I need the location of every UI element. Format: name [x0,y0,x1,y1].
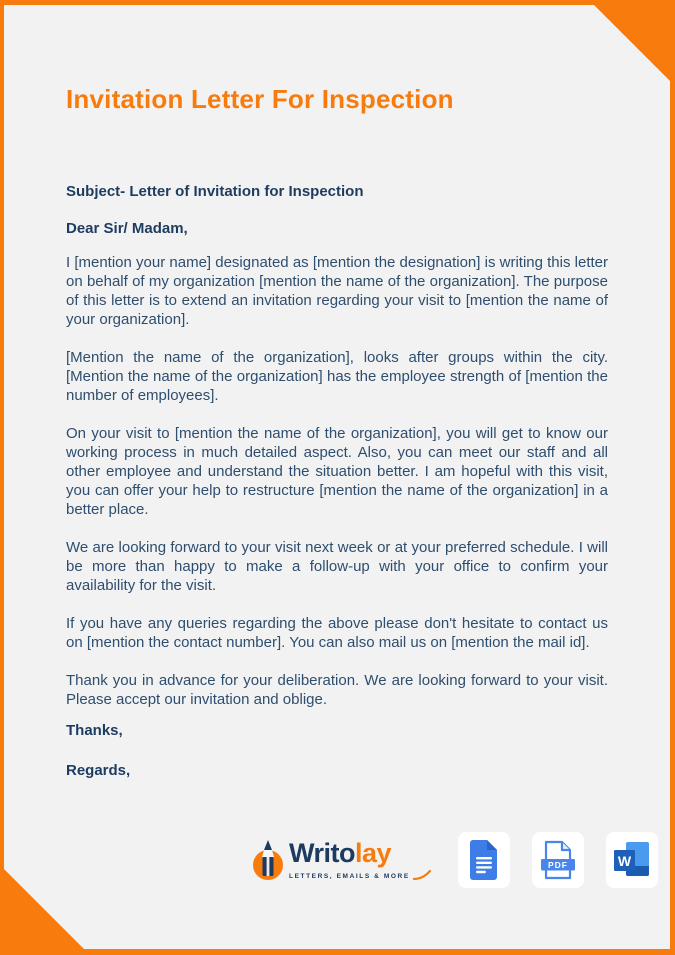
writolay-wordmark [289,840,431,880]
word-label: W [618,853,632,869]
writolay-pen-icon [253,838,283,882]
letter-content [66,5,608,780]
closing-thanks: Thanks, [66,722,123,739]
brand-name-accent: lay [355,838,392,868]
paragraph-3: On your visit to [mention the name of the organization], you will get to know our working process in much detailed aspect. Also, you can meet our staff and all other employee and understand the situation better. I am hopeful with this visit, you can offer your help to restructure [mention the name of the organization] in a better place. [66,425,608,518]
paragraph-4: We are looking forward to your visit next week or at your preferred schedule. I will be more than happy to make a follow-up with your office to confirm your availability for the visit. [66,539,608,594]
tagline-swoosh [413,870,431,880]
paragraph-6: Thank you in advance for your deliberation. We are looking forward to your visit. Please accept our invitation and oblige. [66,672,608,708]
corner-accent-bottom-left [0,865,90,955]
salutation: Dear Sir/ Madam, [66,220,188,237]
brand-name-primary: Writo [289,838,355,868]
subject-line: Subject- Letter of Invitation for Inspection [66,183,364,200]
paragraph-2: [Mention the name of the organization], looks after groups within the city. [Mention the name of the organization] has the employee strength of [mention the number of employees]. [66,349,608,404]
closing-regards: Regards, [66,762,131,779]
writolay-logo [253,838,431,882]
footer [253,831,658,889]
pdf-label: PDF [547,860,568,870]
paragraph-5: If you have any queries regarding the above please don't hesitate to contact us on [mention the contact number]. You can also mail us on [mention the mail id]. [66,615,608,651]
page-title: Invitation Letter For Inspection [66,84,454,114]
pdf-icon[interactable] [532,832,584,888]
word-icon[interactable] [606,832,658,888]
google-docs-icon[interactable] [458,832,510,888]
format-icons [458,832,658,888]
brand-tagline: LETTERS, EMAILS & MORE [289,873,410,880]
paragraph-1: I [mention your name] designated as [mention the designation] is writing this letter on behalf of my organization [mention the name of the organization]. The purpose of this letter is to extend an invitation regarding your visit to [mention the name of your organization]. [66,254,608,328]
